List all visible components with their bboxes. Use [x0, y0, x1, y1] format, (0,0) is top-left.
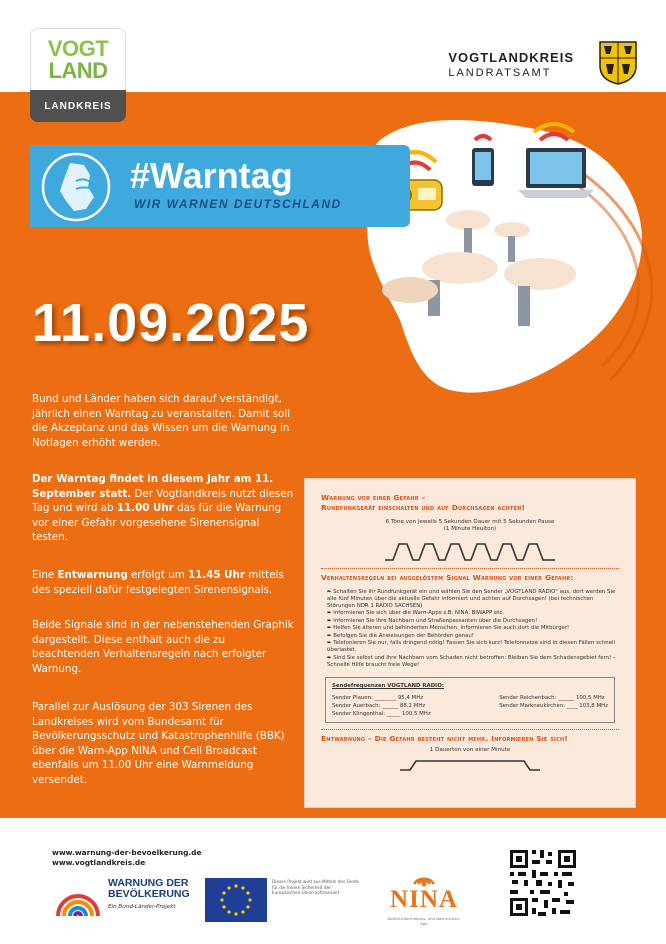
- wdb-sub: Ein Bund-Länder-Projekt: [108, 904, 176, 910]
- rules-list: [321, 589, 619, 669]
- entwarnung-heading: Entwarnung – Die Gefahr besteht nicht mehr. Informieren Sie sich!: [321, 733, 568, 743]
- germany-warning-icon: [40, 151, 112, 223]
- warntag-banner: [30, 145, 410, 227]
- footer-urls: [52, 848, 201, 868]
- paragraph-date-bold: Der Warntag findet in diesem Jahr am 11. September statt.: [32, 473, 274, 500]
- signal-info-box: [304, 478, 636, 808]
- nina-logo: [384, 862, 464, 928]
- paragraph-date: [32, 472, 294, 545]
- paragraph-entwarnung-c: mittels des speziell dafür festgelegten Sirenensignals.: [32, 569, 284, 596]
- eu-flag-icon: [205, 878, 267, 922]
- entwarnung-text: 1 Dauerton von einer Minute: [429, 746, 511, 753]
- entwarnung-signal-icon: [400, 758, 540, 772]
- warning-signal-wave-icon: [385, 540, 555, 564]
- paragraph-date-a: Der Vogtlandkreis nutzt diesen Tag und wird ab: [32, 487, 294, 515]
- paragraph-date-time: 11.00 Uhr: [116, 502, 174, 515]
- eu-text: Dieses Projekt wird aus Mitteln des Fonds für die Innere Sicherheit der Europäischen Union kofinanziert: [272, 879, 359, 896]
- url-vogtlandkreis[interactable]: www.vogtlandkreis.de: [52, 858, 146, 867]
- paragraph-intro: Bund und Länder haben sich darauf verständigt, jährlich einen Warntag zu veranstalten. Damit soll die Akzeptanz und das Wissen um die Warnung in Notlagen erhöht werden.: [32, 393, 291, 449]
- banner-title: #Warntag: [130, 155, 293, 196]
- url-warnung[interactable]: www.warnung-der-bevoelkerung.de: [52, 848, 202, 857]
- divider: [321, 568, 619, 569]
- nina-sub: Notfall-Informations- und Nachrichten-App: [387, 916, 461, 926]
- warntag-date: 11.09.2025: [32, 293, 310, 353]
- rule-item: ➨ Schalten Sie Ihr Rundfunkgerät ein und wählen Sie den Sender „VOGTLAND RADIO" aus, dort werden Sie alle fünf Minuten über die aktuelle Gefahr informiert und achten auf Durchsagen! (bei technischen Störungen NDR 1 RADIO SACHSEN): [327, 588, 616, 609]
- logo-landkreis: LANDKREIS: [30, 90, 126, 122]
- nina-wordmark: NINA: [390, 886, 458, 913]
- rule-item: ➨ Informieren Sie Ihre Nachbarn und Straßenpassanten über die Durchsagen!: [327, 617, 538, 624]
- wdb-line1: WARNUNG DER: [108, 877, 189, 889]
- wdb-line2: BEVÖLKERUNG: [108, 888, 190, 900]
- rule-item: ➨ Telefonieren Sie nur, falls dringend nötig! Fassen Sie sich kurz! Telefonnetze sind in diesen Fällen schnell überlastet.: [327, 640, 616, 654]
- rule-item: ➨ Sind Sie selbst und Ihre Nachbarn vom Schaden nicht betroffen: Bleiben Sie dem Schadensgebiet fern! – Schnelle Hilfe braucht freie Wege!: [327, 654, 616, 668]
- paragraph-date-b: das für die Warnung vor einer Gefahr vorgesehene Sirenensignal testen.: [32, 502, 282, 544]
- rules-heading: Verhaltensregeln bei ausgelöstem Signal Warnung vor einer Gefahr:: [321, 572, 574, 582]
- logo-line1: VOGT: [47, 35, 109, 61]
- paragraph-entwarnung: [32, 568, 294, 597]
- authority-name: [448, 50, 574, 79]
- vogtland-logo: [30, 28, 126, 122]
- paragraph-entwarnung-bold: Entwarnung: [57, 569, 128, 581]
- frequency-heading: Sendefrequenzen VOGTLAND RADIO:: [332, 682, 444, 689]
- rule-item: ➨ Helfen Sie älteren und behinderten Menschen. Informieren Sie auch dort die Mitbürger!: [327, 625, 570, 632]
- nina-signal-icon: [410, 862, 438, 888]
- paragraph-nina: Parallel zur Auslösung der 303 Sirenen des Landkreises wird vom Bundesamt für Bevölkerungsschutz und Katastrophenhilfe (BBK) über die Warn-App NINA und Cell Broadcast ebenfalls um 11.00 Uhr eine Warnmeldung versendet.: [32, 701, 285, 786]
- warn-heading-1: Warnung vor einer Gefahr –: [321, 493, 426, 502]
- paragraph-entwarnung-time: 11.45 Uhr: [188, 569, 245, 581]
- rule-item: ➨ Informieren Sie sich über die Warn-Apps z.B. NINA, BIWAPP etc.: [327, 610, 505, 617]
- coat-of-arms-icon: [598, 40, 638, 86]
- warn-text-1: 6 Töne von jeweils 5 Sekunden Dauer mit 5 Sekunden Pause: [385, 519, 555, 525]
- footer: [0, 818, 666, 944]
- authority-line1: VOGTLANDKREIS: [448, 50, 574, 65]
- qr-code-icon[interactable]: [508, 848, 578, 918]
- laptop-icon: [518, 148, 594, 198]
- frequency-left: Sender Plauen: ________ 95,4 MHz Sender Auerbach: ______ 88,2 MHz Sender Klingenthal: _____ 100,5 MHz: [332, 694, 431, 717]
- frequency-right: Sender Reichenbach: ______ 100,5 MHz Sender Markneukirchen: ____ 103,8 MHz: [499, 694, 608, 709]
- paragraph-entwarnung-b: erfolgt um: [127, 569, 189, 581]
- banner-subtitle: WIR WARNEN DEUTSCHLAND: [134, 197, 342, 211]
- authority-line2: LANDRATSAMT: [448, 67, 552, 79]
- divider: [321, 729, 619, 730]
- frequency-box: [325, 677, 615, 723]
- paragraph-signals: Beide Signale sind in der nebenstehenden Graphik dargestellt. Diese enthält auch die zu beachtenden Verhaltensregeln nach erfolgter Warnung.: [32, 619, 294, 675]
- warn-heading-2: Rundfunkgerät einschalten und auf Durchsagen achten!: [321, 503, 526, 512]
- rule-item: ➨ Befolgen Sie die Anweisungen der Behörden genau!: [327, 632, 474, 639]
- logo-line2: LAND: [48, 57, 108, 83]
- wdb-arcs-icon: [54, 878, 102, 918]
- phone-icon: [472, 148, 494, 186]
- paragraph-entwarnung-a: Eine: [32, 569, 58, 581]
- warn-text-2: (1 Minute Heulton): [443, 526, 497, 533]
